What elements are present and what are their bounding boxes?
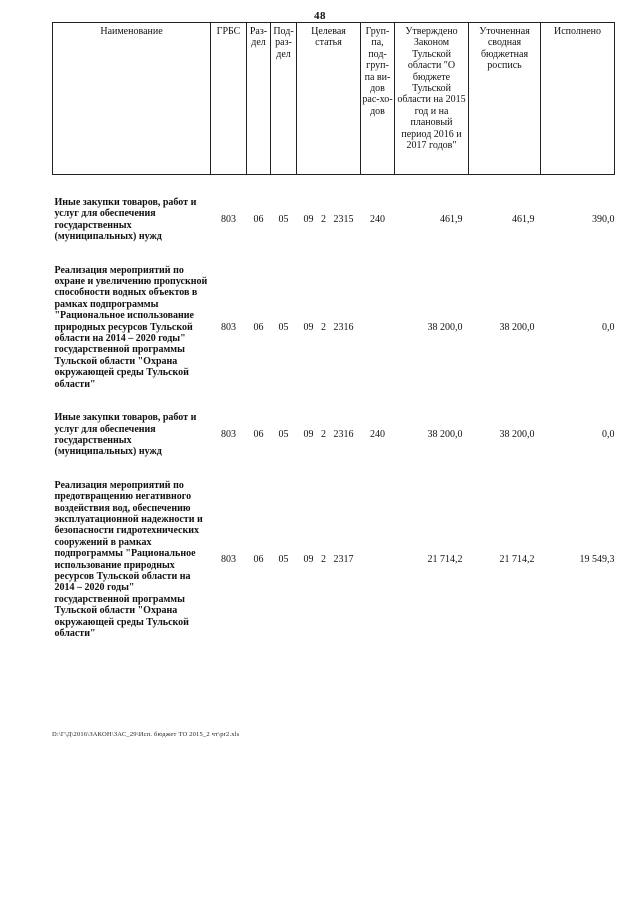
row-executed: 390,0	[592, 214, 615, 226]
row-approved: 38 200,0	[427, 429, 463, 441]
row-specified: 38 200,0	[499, 429, 535, 441]
row-podrazdel: 05	[278, 214, 289, 226]
row-podrazdel: 05	[278, 553, 289, 565]
header-executed: Исполнено	[541, 23, 615, 175]
row-executed: 0,0	[602, 429, 615, 441]
file-path-footer: D:\Г\Д\2016\ЗАКОН\ЗАС_29\Исп. бюджет ТО 2015_2 чт\pr2.xls	[52, 731, 240, 738]
row-razdel: 06	[253, 321, 264, 333]
row-grbs: 803	[221, 429, 236, 441]
table-spacer	[53, 458, 615, 480]
row-target-article: 09 2 2317	[303, 553, 354, 565]
row-name: Реализация мероприятий по охране и увеличению пропускной способности водных объектов в рамках подпрограммы "Рациональное использование природных ресурсов Тульской области на 2014 – 2020 годы" государственной программы Тульской области "Охрана окружающей среды Тульской области"	[54, 264, 208, 390]
row-specified: 38 200,0	[499, 321, 535, 333]
header-name: Наименование	[53, 23, 211, 175]
row-vid: 240	[370, 429, 385, 441]
row-target-article: 09 2 2316	[303, 429, 354, 441]
row-specified: 461,9	[512, 214, 535, 226]
header-target-article: Целевая статья	[297, 23, 361, 175]
row-approved: 38 200,0	[427, 321, 463, 333]
row-name: Иные закупки товаров, работ и услуг для обеспечения государственных (муниципальных) нужд	[54, 412, 197, 458]
table-row	[53, 265, 615, 390]
row-razdel: 06	[253, 214, 264, 226]
row-name: Реализация мероприятий по предотвращению негативного воздействия вод, обеспечению эксплуатационной надежности и безопасности гидротехнических сооружений в рамках подпрограммы "Рациональное использование природных ресурсов Тульской области на 2014 – 2020 годы" государственной программы Тульской области "Охрана окружающей среды Тульской области"	[54, 479, 203, 639]
page-number: 48	[314, 10, 326, 22]
table-spacer	[53, 175, 615, 198]
row-approved: 21 714,2	[427, 553, 463, 565]
table-row	[53, 480, 615, 640]
budget-table	[52, 22, 615, 639]
row-podrazdel: 05	[278, 321, 289, 333]
header-vid-group: Груп-па, под-груп-па ви-дов рас-хо-дов	[361, 23, 395, 175]
row-grbs: 803	[221, 214, 236, 226]
header-razdel: Раз-дел	[247, 23, 271, 175]
row-vid	[361, 265, 395, 390]
row-vid	[361, 480, 395, 640]
row-vid: 240	[370, 214, 385, 226]
table-spacer	[53, 390, 615, 412]
row-razdel: 06	[253, 553, 264, 565]
row-executed: 19 549,3	[579, 553, 615, 565]
row-name: Иные закупки товаров, работ и услуг для обеспечения государственных (муниципальных) нужд	[54, 197, 197, 243]
row-executed: 0,0	[602, 321, 615, 333]
table-row	[53, 197, 615, 243]
header-specified: Уточненная сводная бюджетная роспись	[469, 23, 541, 175]
row-target-article: 09 2 2315	[303, 214, 354, 226]
header-grbs: ГРБС	[211, 23, 247, 175]
header-podrazdel: Под-раз-дел	[271, 23, 297, 175]
row-grbs: 803	[221, 321, 236, 333]
row-target-article: 09 2 2316	[303, 321, 354, 333]
table-spacer	[53, 243, 615, 265]
row-approved: 461,9	[440, 214, 463, 226]
header-approved: Утверждено Законом Тульской области "О бюджете Тульской области на 2015 год и на плановый период 2016 и 2017 годов"	[395, 23, 469, 175]
table-row	[53, 412, 615, 458]
row-podrazdel: 05	[278, 429, 289, 441]
table-header-row	[53, 23, 615, 175]
row-razdel: 06	[253, 429, 264, 441]
row-grbs: 803	[221, 553, 236, 565]
row-specified: 21 714,2	[499, 553, 535, 565]
